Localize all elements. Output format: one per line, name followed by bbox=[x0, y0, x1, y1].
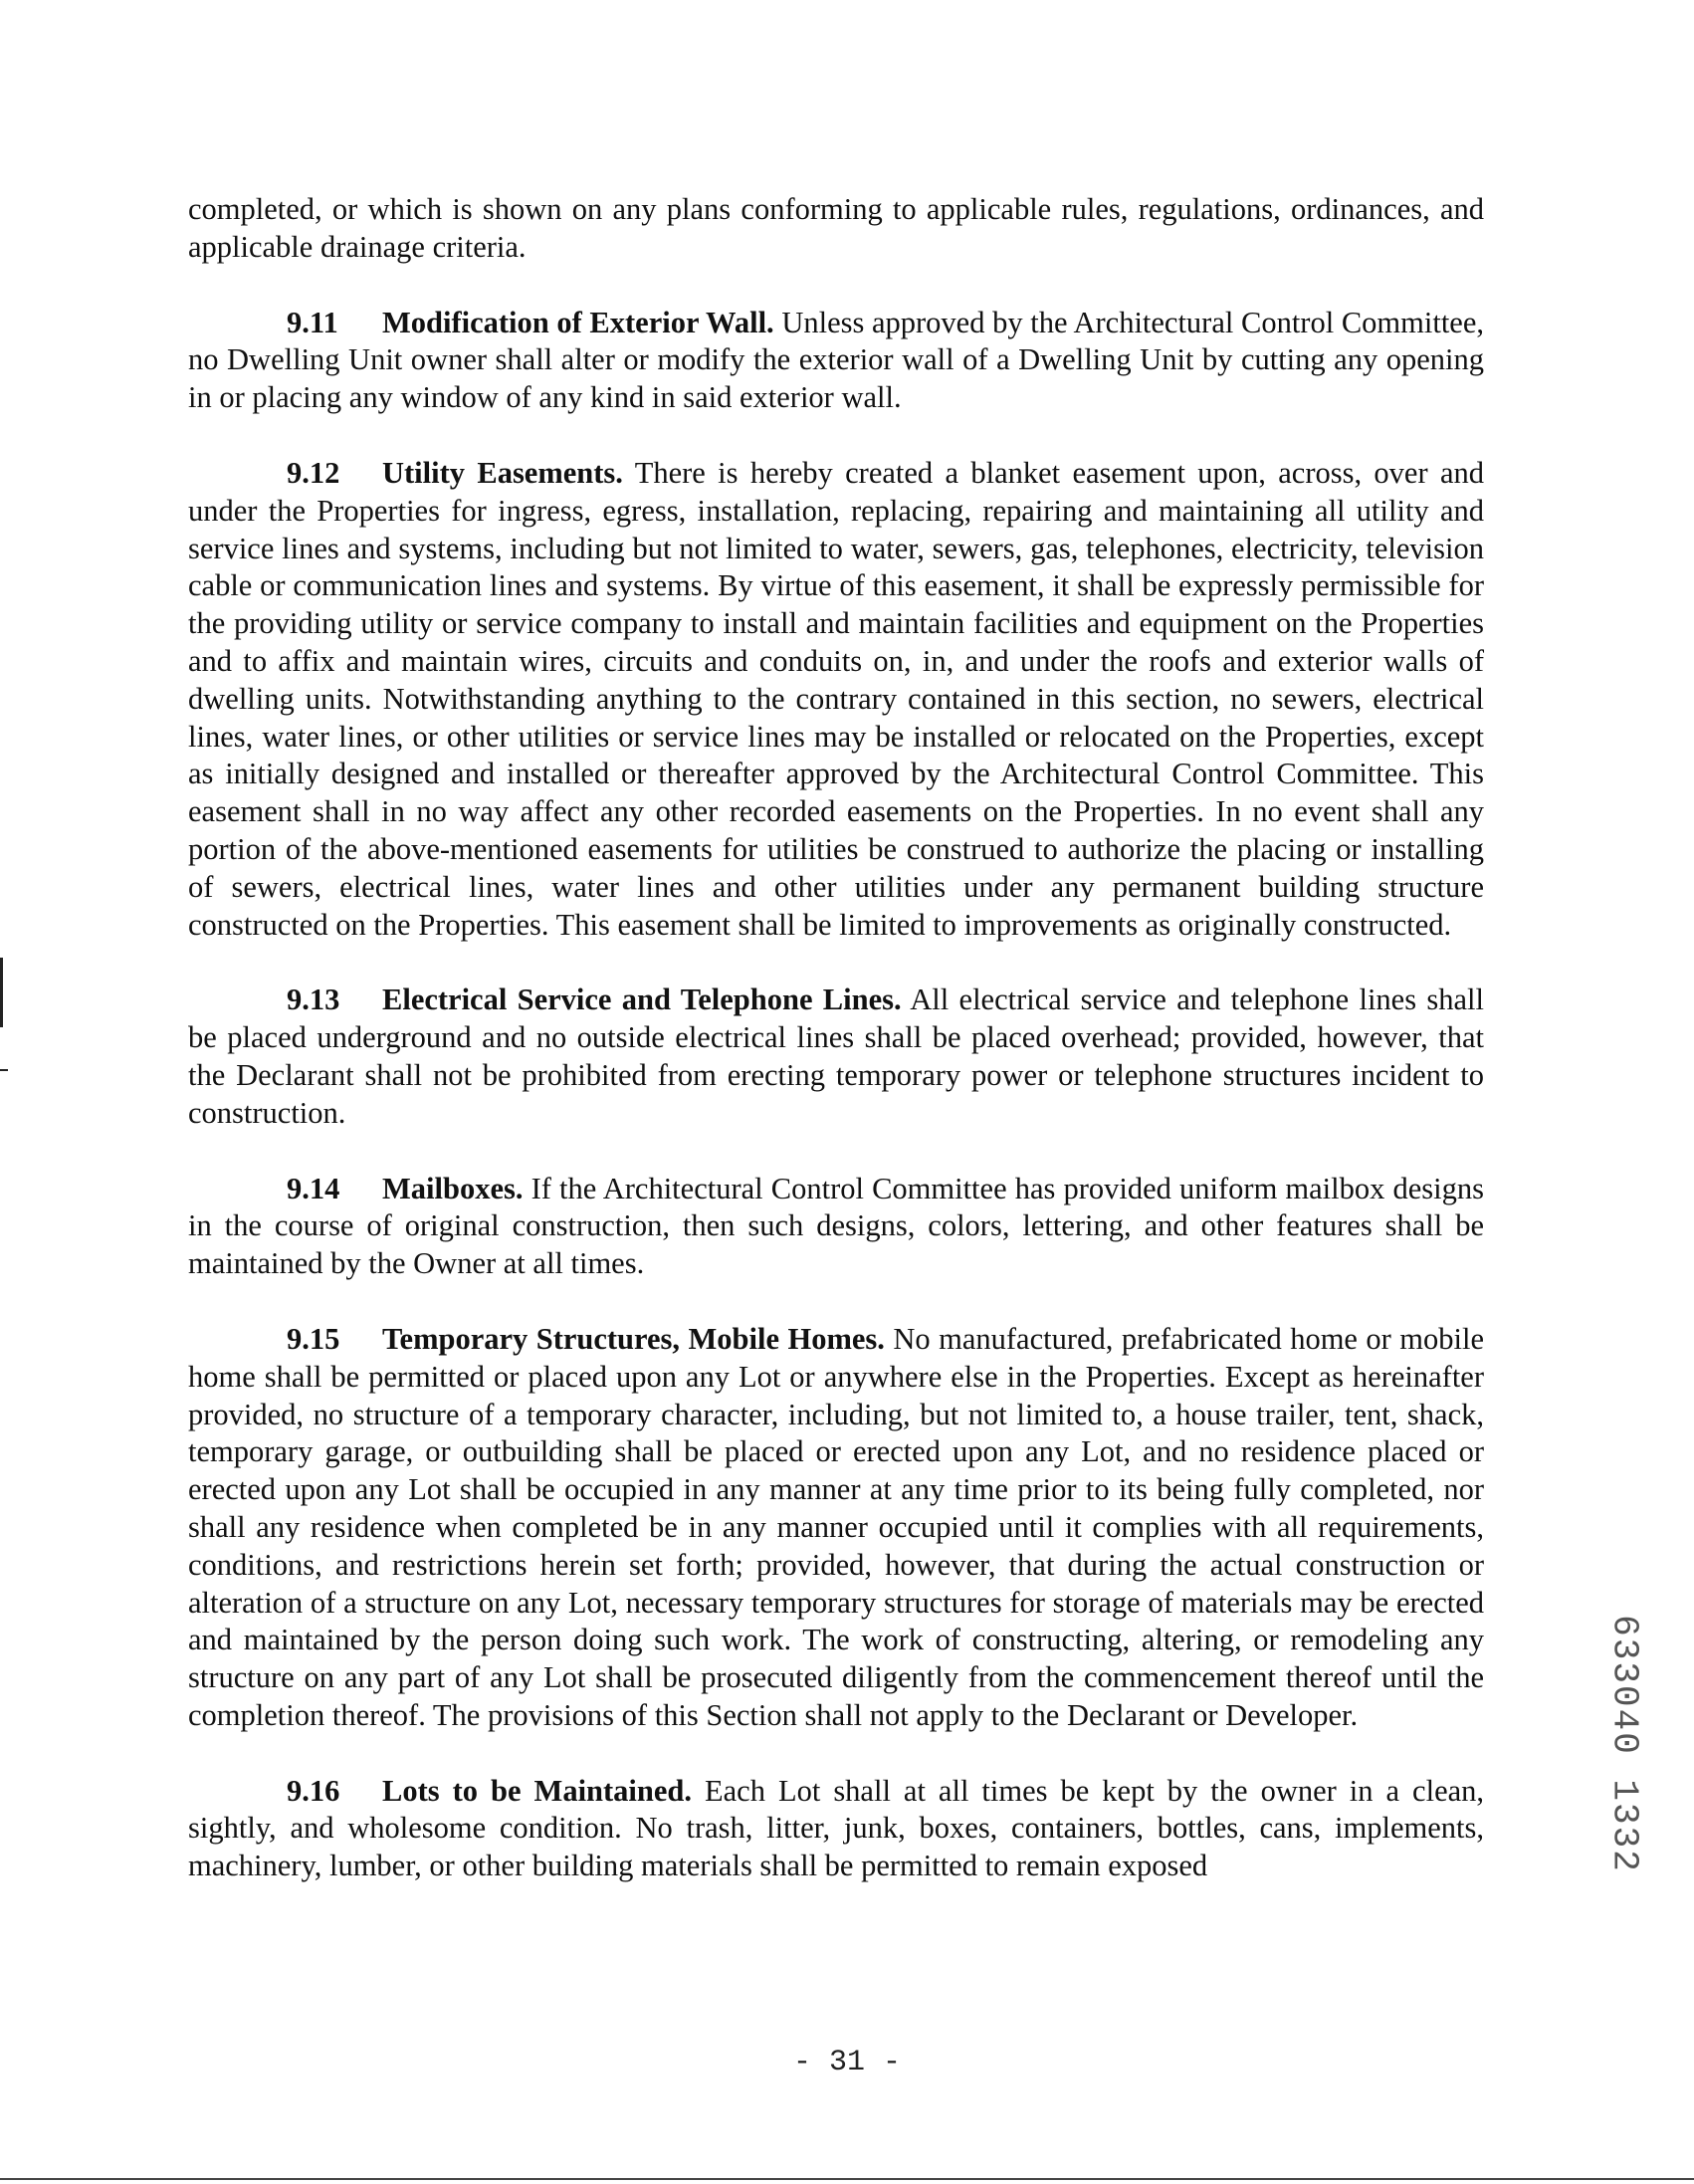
scan-edge-mark-upper bbox=[0, 958, 3, 1027]
section-9-13 bbox=[188, 982, 1484, 1132]
document-body bbox=[188, 191, 1484, 1923]
section-heading: Utility Easements. bbox=[382, 455, 623, 490]
section-heading: Electrical Service and Telephone Lines. bbox=[382, 983, 902, 1017]
section-number: 9.13 bbox=[287, 983, 340, 1017]
section-heading: Lots to be Maintained. bbox=[382, 1773, 692, 1808]
section-9-11 bbox=[188, 305, 1484, 417]
page-number: - 31 - bbox=[792, 2046, 902, 2079]
section-9-15 bbox=[188, 1321, 1484, 1735]
section-number: 9.11 bbox=[287, 305, 338, 339]
section-body: All electrical service and telephone lines shall be placed underground and no outside electrical lines shall be placed overhead; provided, however, that the Declarant shall not be prohibited from erecting temporary power or telephone structures incident to construction. bbox=[188, 983, 1484, 1130]
recording-stamp bbox=[1604, 1605, 1644, 1883]
scan-bottom-edge bbox=[0, 2178, 1694, 2180]
section-body: Unless approved by the Architectural Control Committee, no Dwelling Unit owner shall alter or modify the exterior wall of a Dwelling Unit by cutting any opening in or placing any window of any kind in said exterior wall. bbox=[188, 305, 1484, 415]
section-number: 9.16 bbox=[287, 1773, 340, 1808]
section-number: 9.15 bbox=[287, 1321, 340, 1356]
section-number: 9.12 bbox=[287, 455, 340, 490]
section-body: Each Lot shall at all times be kept by the owner in a clean, sightly, and wholesome condition. No trash, litter, junk, boxes, containers, bottles, cans, implements, machinery, lumber, or other building materials shall be permitted to remain exposed bbox=[188, 1773, 1485, 1883]
continuation-paragraph: completed, or which is shown on any plans conforming to applicable rules, regulations, ordinances, and applicable drainage criteria. bbox=[188, 192, 1484, 264]
recording-stamp-text: 633040 1332 bbox=[1603, 1615, 1645, 1873]
section-body: No manufactured, prefabricated home or mobile home shall be permitted or placed upon any Lot or anywhere else in the Properties. Except as hereinafter provided, no structure of a temporary character, including, but not limited to, a house trailer, tent, shack, temporary garage, or outbuilding shall be placed or erected upon any Lot, and no residence placed or erected upon any Lot shall be occupied in any manner at any time prior to its being fully completed, nor shall any residence when completed be in any manner occupied until it complies with all requirements, conditions, and restrictions herein set forth; provided, however, that during the actual construction or alteration of a structure on any Lot, necessary temporary structures for storage of materials may be erected and maintained by the person doing such work. The work of constructing, altering, or remodeling any structure on any part of any Lot shall be prosecuted diligently from the commencement thereof until the completion thereof. The provisions of this Section shall not apply to the Declarant or Developer. bbox=[188, 1321, 1485, 1732]
section-heading: Temporary Structures, Mobile Homes. bbox=[382, 1321, 885, 1356]
section-9-16 bbox=[188, 1773, 1484, 1885]
section-body: If the Architectural Control Committee has provided uniform mailbox designs in the course of original construction, then such designs, colors, lettering, and other features shall be maintained by the Owner at all times. bbox=[188, 1171, 1484, 1281]
section-9-12 bbox=[188, 455, 1484, 944]
section-body: There is hereby created a blanket easement upon, across, over and under the Properties for ingress, egress, installation, replacing, repairing and maintaining all utility and service lines and systems, including but not limited to water, sewers, gas, telephones, electricity, television cable or communication lines and systems. By virtue of this easement, it shall be expressly permissible for the providing utility or service company to install and maintain facilities and equipment on the Properties and to affix and maintain wires, circuits and conduits on, in, and under the roofs and exterior walls of dwelling units. Notwithstanding anything to the contrary contained in this section, no sewers, electrical lines, water lines, or other utilities or service lines may be installed or relocated on the Properties, except as initially designed and installed or thereafter approved by the Architectural Control Committee. This easement shall in no way affect any other recorded easements on the Properties. In no event shall any portion of the above-mentioned easements for utilities be construed to authorize the placing or installing of sewers, electrical lines, water lines and other utilities under any permanent building structure constructed on the Properties. This easement shall be limited to improvements as originally constructed. bbox=[188, 455, 1484, 942]
section-heading: Mailboxes. bbox=[382, 1171, 524, 1205]
scan-edge-mark-lower bbox=[0, 1069, 8, 1071]
section-heading: Modification of Exterior Wall. bbox=[382, 305, 774, 339]
section-9-14 bbox=[188, 1171, 1484, 1283]
section-number: 9.14 bbox=[287, 1171, 340, 1205]
